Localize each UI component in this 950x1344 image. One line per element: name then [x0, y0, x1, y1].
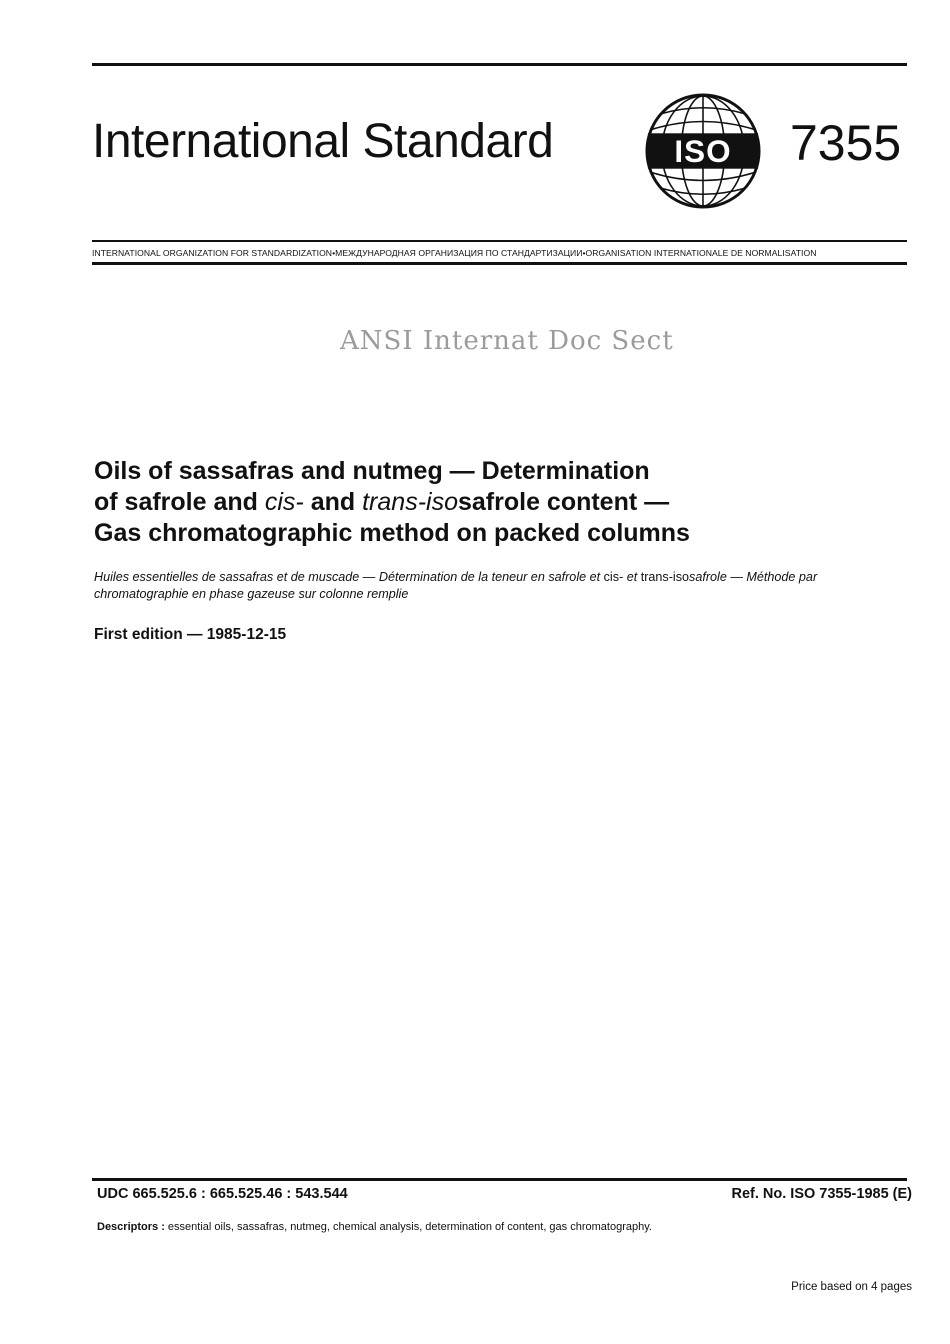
french-title: Huiles essentielles de sassafras et de muscade — Détermination de la teneur en safrole et cis- et trans-isosafrole — Méthode par chromatographie en phase gazeuse sur colonne remplie [94, 570, 818, 601]
org-rule-bottom [92, 262, 907, 265]
descriptors [97, 1221, 652, 1233]
top-rule [92, 63, 907, 66]
descriptors-label: Descriptors : [97, 1221, 165, 1233]
footer-rule [92, 1178, 907, 1181]
logo-text: ISO [674, 133, 732, 169]
edition-info: First edition — 1985-12-15 [94, 626, 287, 643]
price-note: Price based on 4 pages [791, 1281, 912, 1293]
title-line-1: Oils of sassafras and nutmeg — Determination [94, 457, 650, 485]
title-line-3: Gas chromatographic method on packed columns [94, 519, 690, 547]
descriptors-list: essential oils, sassafras, nutmeg, chemical analysis, determination of content, gas chromatography. [164, 1221, 652, 1233]
page-title: International Standard [92, 115, 554, 168]
library-stamp: ANSI Internat Doc Sect [340, 326, 674, 356]
title-line-2: of safrole and cis- and trans-isosafrole content — [94, 488, 670, 516]
standard-number: 7355 [790, 115, 902, 171]
iso-logo [644, 92, 762, 210]
organization-line: INTERNATIONAL ORGANIZATION FOR STANDARDIZATION•МЕЖДУНАРОДНАЯ ОРГАНИЗАЦИЯ ПО СТАНДАРТИЗАЦИИ•ORGANISATION INTERNATIONALE DE NORMALISATION [92, 248, 817, 258]
udc-code: UDC 665.525.6 : 665.525.46 : 543.544 [97, 1186, 348, 1202]
document-title [94, 456, 894, 549]
org-rule-top [92, 240, 907, 242]
reference-number: Ref. No. ISO 7355-1985 (E) [731, 1186, 912, 1202]
